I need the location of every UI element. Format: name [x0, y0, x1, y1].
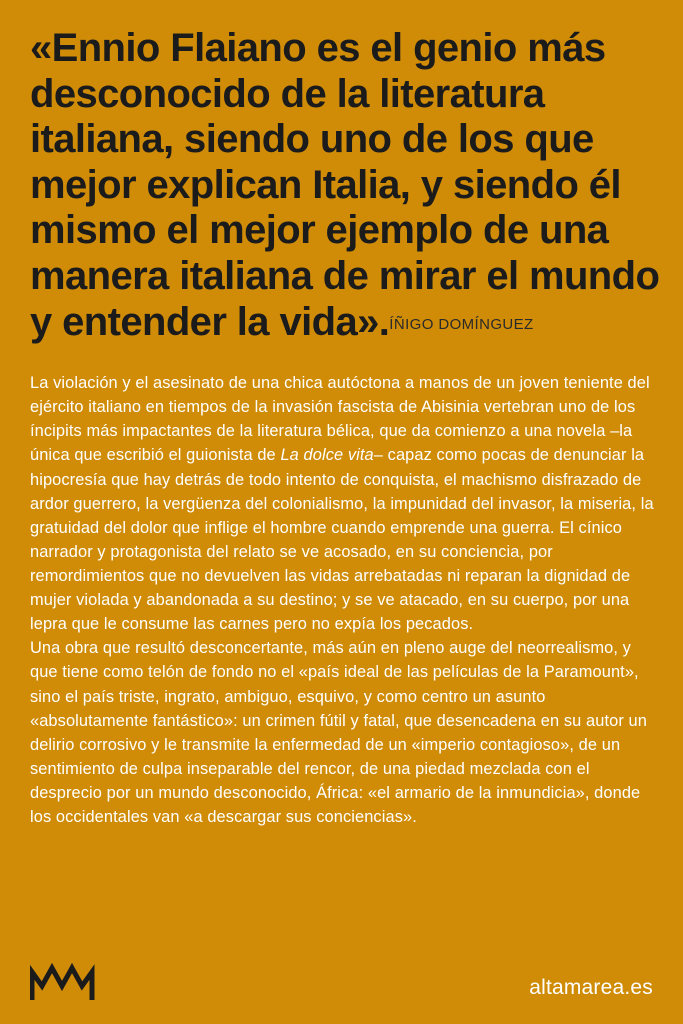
- altamarea-crown-logo-icon: [30, 962, 102, 1002]
- blurb-paragraph-2: Una obra que resultó desconcertante, más aún en pleno auge del neorrealismo, y que tiene como telón de fondo no el «país ideal de las películas de la Paramount», sino el país triste, ingrato, ambiguo, esquivo, y como centro un asunto «absolutamente fantástico»: un crimen fútil y fatal, que desencadena en su autor un delirio corrosivo y le transmite la enfermedad de un «imperio contagioso», de un sentimiento de culpa inseparable del rencor, de una piedad mezclada con el desprecio por un mundo desconocido, África: «el armario de la inmundicia», donde los occidentales van «a descargar sus conciencias».: [30, 639, 647, 827]
- footer: [30, 956, 653, 1002]
- pull-quote-text: «Ennio Flaiano es el genio más desconocido de la literatura italiana, siendo uno de los que mejor explican Italia, y siendo él mismo el mejor ejemplo de una manera italiana de mirar el mundo y entender la vida».: [30, 26, 660, 344]
- blurb-p1-part1: La violación y el asesinato de una chica autóctona a manos de un joven teniente del ejército italiano en tiempos de la invasión fascista de Abisinia vertebran uno de los íncipits más impactantes de la literatura bélica, que da comienzo a una novela –la única que escribió el guionista de: [30, 374, 650, 465]
- blurb-p1-italic-title: La dolce vita: [280, 446, 374, 465]
- pull-quote-attribution: ÍÑIGO DOMÍNGUEZ: [389, 315, 534, 333]
- publisher-url: altamarea.es: [529, 976, 653, 999]
- blurb-p1-part2: – capaz como pocas de denunciar la hipocresía que hay detrás de todo intento de conquista, el machismo disfrazado de ardor guerrero, la vergüenza del colonialismo, la impunidad del invasor, la miseria, la gratuidad del dolor que inflige el hombre cuando emprende una guerra. El cínico narrador y protagonista del relato se ve acosado, en su conciencia, por remordimientos que no devuelven las vidas arrebatadas ni reparan la dignidad de mujer violada y abandonada a su destino; y se ve atacado, en su cuerpo, por una lepra que le consume las carnes pero no expía los pecados.: [30, 446, 654, 634]
- pull-quote: [30, 26, 660, 345]
- pull-quote-wrap: [30, 26, 670, 345]
- blurb-paragraph-1: [30, 371, 662, 636]
- blurb: [30, 371, 662, 829]
